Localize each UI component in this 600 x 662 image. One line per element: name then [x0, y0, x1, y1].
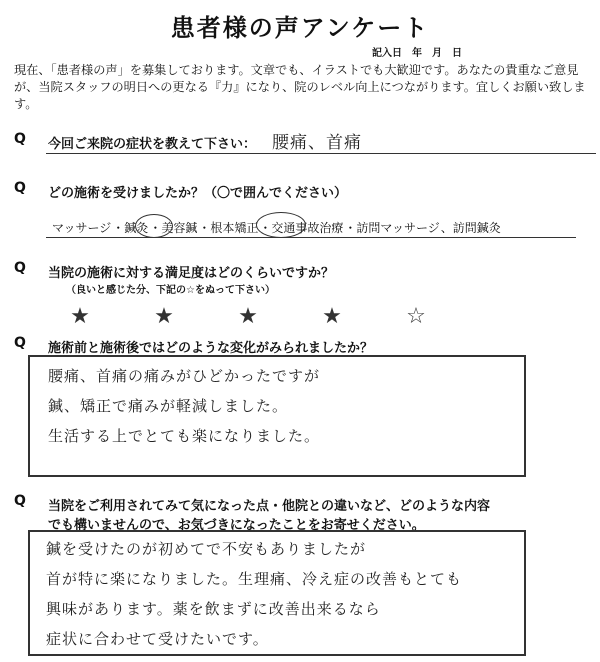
q2-label: どの施術を受けましたか？（〇で囲んでください）: [48, 186, 348, 201]
q4-answer-line-2: 鍼、矯正で痛みが軽減しました。: [48, 397, 289, 415]
q4-answer-line-3: 生活する上でとても楽になりました。: [48, 427, 321, 445]
q5-answer-line-2: 首が特に楽になりました。生理痛、冷え症の改善もとても: [46, 570, 463, 588]
q5-answer-box: [28, 530, 526, 656]
q5-answer-line-4: 症状に合わせて受けたいです。: [46, 630, 269, 648]
option-massage: マッサージ: [52, 221, 112, 235]
q1-underline: [46, 153, 596, 154]
circle-mark-acupuncture: [135, 214, 173, 238]
star-icon-4[interactable]: ★: [322, 304, 342, 329]
q1-label: 今回ご来院の症状を教えて下さい：: [48, 137, 257, 152]
q1-answer: 腰痛、首痛: [272, 133, 362, 153]
entry-date-label: 記入日 年 月 日: [372, 48, 462, 59]
option-home-massage: 訪問マッサージ: [356, 221, 440, 235]
option-traffic-accident: 交通事故治療: [271, 221, 344, 235]
q3-mark: Q: [14, 260, 26, 276]
intro-text: 現在、「患者様の声」を募集しております。文章でも、イラストでも大歓迎です。あなたの貴重なご意見が、当院スタッフの明日への更なる『力』になり、院のレベル向上につながります。宜しくお願い致します。: [14, 63, 586, 111]
star-icon-2[interactable]: ★: [154, 304, 174, 329]
survey-title: 患者様の声アンケート: [170, 14, 430, 42]
q3-label: 当院の施術に対する満足度はどのくらいですか？: [48, 266, 335, 281]
q2-mark: Q: [14, 180, 26, 196]
q5-mark: Q: [14, 493, 26, 509]
q2-underline: [46, 237, 576, 238]
option-beauty-acupuncture: 美容鍼: [161, 221, 198, 235]
q3-instructions: （良いと感じた分、下記の☆をぬって下さい）: [66, 285, 275, 296]
star-icon-3[interactable]: ★: [238, 304, 258, 329]
q5-label-line-2: でも構いませんので、お気づきになったことをお寄せください。: [48, 518, 425, 533]
rating-stars: [38, 306, 458, 328]
q1-mark: Q: [14, 131, 26, 147]
q4-answer-box: [28, 355, 526, 477]
treatment-options: マッサージ・鍼灸・美容鍼・根本矯正・交通事故治療・訪問マッサージ、訪問鍼灸: [52, 221, 501, 235]
q5-answer-line-1: 鍼を受けたのが初めてで不安もありましたが: [46, 540, 367, 558]
q5-label-line-1: 当院をご利用されてみて気になった点・他院との違いなど、どのような内容: [48, 499, 491, 514]
circle-mark-posture: [256, 212, 306, 238]
star-icon-1[interactable]: ★: [70, 304, 90, 329]
option-acupuncture: 鍼灸: [124, 221, 149, 235]
option-home-acupuncture: 訪問鍼灸: [452, 221, 501, 235]
option-posture-correction: 根本矯正: [210, 221, 259, 235]
star-icon-5[interactable]: ☆: [406, 304, 426, 329]
q5-answer-line-3: 興味があります。薬を飲まずに改善出来るなら: [46, 600, 381, 618]
q4-label: 施術前と施術後ではどのような変化がみられましたか？: [48, 341, 374, 356]
q4-mark: Q: [14, 335, 26, 351]
q4-answer-line-1: 腰痛、首痛の痛みがひどかったですが: [48, 367, 321, 385]
